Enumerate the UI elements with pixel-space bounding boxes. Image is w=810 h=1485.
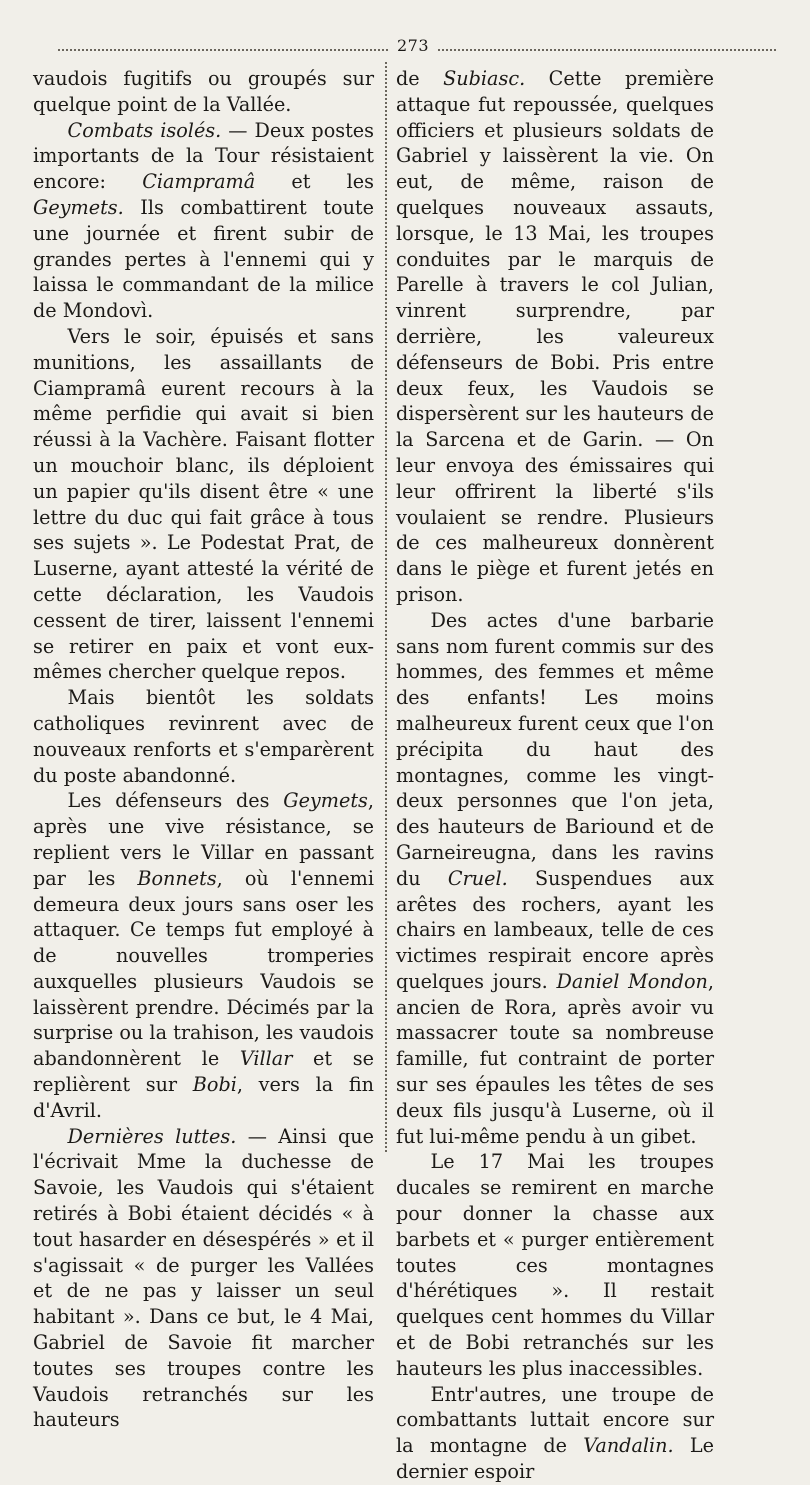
header-rule-right [438,49,776,51]
place-name: Subiasc. [443,67,526,90]
place-name: Geymets [283,789,368,813]
place-name: Bobi [192,1073,237,1097]
place-name: Cruel. [447,866,508,890]
text-run: Ils combattirent toute une journée et firent subir de grandes pertes à l'ennemi qui y laissa le commandant de la milice de Mondovì. [33,195,374,323]
column-divider [385,62,387,1152]
running-header [28,36,780,60]
paragraph: vaudois fugitifs ou groupés sur quelque point de la Vallée. [33,67,374,116]
paragraph [396,1382,714,1485]
place-name: Vandalin. [583,1434,674,1458]
text-run: Les défenseurs des [67,789,284,813]
text-run: , vers la fin d'Avril. [33,1073,374,1122]
paragraph [396,66,714,608]
paragraph-dernieres-luttes [33,1124,374,1434]
text-run: — Ainsi que l'écrivait Mme la duchesse de Savoie, les Vaudois qui s'étaient retirés à Bobi étaient décidés « à tout hasarder en désespérés » et il s'agissait « de purger les Vallées et de ne pas y laisser un seul habitant ». Dans ce but, le 4 Mai, Gabriel de Savoie fit marcher toutes ses troupes contre les Vaudois retranchés sur les hauteurs [33,1124,374,1432]
paragraph: Mais bientôt les soldats catholiques revinrent avec de nouveaux renforts et s'emparèrent du poste abandonné. [33,686,374,787]
place-name: Ciampramâ [142,170,256,194]
paragraph [33,788,374,1123]
text-run: Cette première attaque fut repoussée, quelques officiers et plusieurs soldats de Gabriel y laissèrent la vie. On eut, de même, raison de quelques nouveaux assauts, lorsque, le 13 Mai, les troupes conduites par le marquis de Parelle à travers le col Julian, vinrent surprendre, par derrière, les valeureux défenseurs de Bobi. Pris entre deux feux, les Vaudois se dispersèrent sur les hauteurs de la Sarcena et de Garin. — On leur envoya des émissaires qui leur offrirent la liberté s'ils voulaient se rendre. Plusieurs de ces malheureux donnèrent dans le piège et furent jetés en prison. [396,67,714,606]
text-run: et se replièrent sur [33,1047,374,1097]
text-run: de [396,67,444,90]
side-title: Dernières luttes. [67,1124,237,1148]
left-column [33,66,374,1432]
side-title: Combats isolés. [67,118,222,142]
place-name: Bonnets [137,866,217,890]
right-column [396,66,714,1484]
place-name: Geymets. [33,195,124,219]
text-run: Suspendues aux arêtes des rochers, ayant les chairs en lambeaux, telle de ces victimes respirait encore après quelques jours. [396,866,714,993]
text-run: , après une vive résistance, se replient vers le Villar en passant par les [33,789,374,890]
paragraph: Le 17 Mai les troupes ducales se remirent en marche pour donner la chasse aux barbets et « purger entièrement toutes ces montagnes d'hérétiques ». Il restait quelques cent hommes du Villar et de Bobi retranchés sur les hauteurs les plus inaccessibles. [396,1150,714,1380]
paragraph [396,608,714,1150]
text-run: , où l'ennemi demeura deux jours sans oser les attaquer. Ce temps fut employé à de nouvelles tromperies auxquelles plusieurs Vaudois se laissèrent prendre. Décimés par la surprise ou la trahison, les vaudois abandonnèrent le [33,866,374,1071]
place-name: Villar [239,1047,293,1071]
paragraph-combats-isoles [33,118,374,324]
text-run: Le dernier espoir [396,1434,714,1484]
text-run: et les [255,170,374,194]
page-number: 273 [396,36,430,55]
text-run: Des actes d'une barbarie sans nom furent commis sur des hommes, des femmes et même des enfants! Les moins malheureux furent ceux que l'on précipita du haut des montagnes, comme les vingt-deux personnes que l'on jeta, des hauteurs de Bariound et de Garneireugna, dans les ravins du [396,608,714,890]
header-rule-left [58,49,388,51]
paragraph: Vers le soir, épuisés et sans munitions, les assaillants de Ciampramâ eurent recours à la même perfidie qui avait si bien réussi à la Vachère. Faisant flotter un mouchoir blanc, ils déploient un papier qu'ils disent être « une lettre du duc qui fait grâce à tous ses sujets ». Le Podestat Prat, de Luserne, ayant attesté la vérité de cette déclaration, les Vaudois cessent de tirer, laissent l'ennemi se retirer en paix et vont eux-mêmes chercher quelque repos. [33,324,374,684]
text-run: Entr'autres, une troupe de combattants luttait encore sur la montagne de [396,1382,714,1458]
text-run: , ancien de Rora, après avoir vu massacrer toute sa nombreuse famille, fut contraint de porter sur ses épaules les têtes de ses deux fils jusqu'à Luserne, où il fut lui-même pendu à un gibet. [396,969,714,1148]
text-run: — Deux postes importants de la Tour résistaient encore: [33,118,374,194]
person-name: Daniel Mondon [556,969,708,993]
